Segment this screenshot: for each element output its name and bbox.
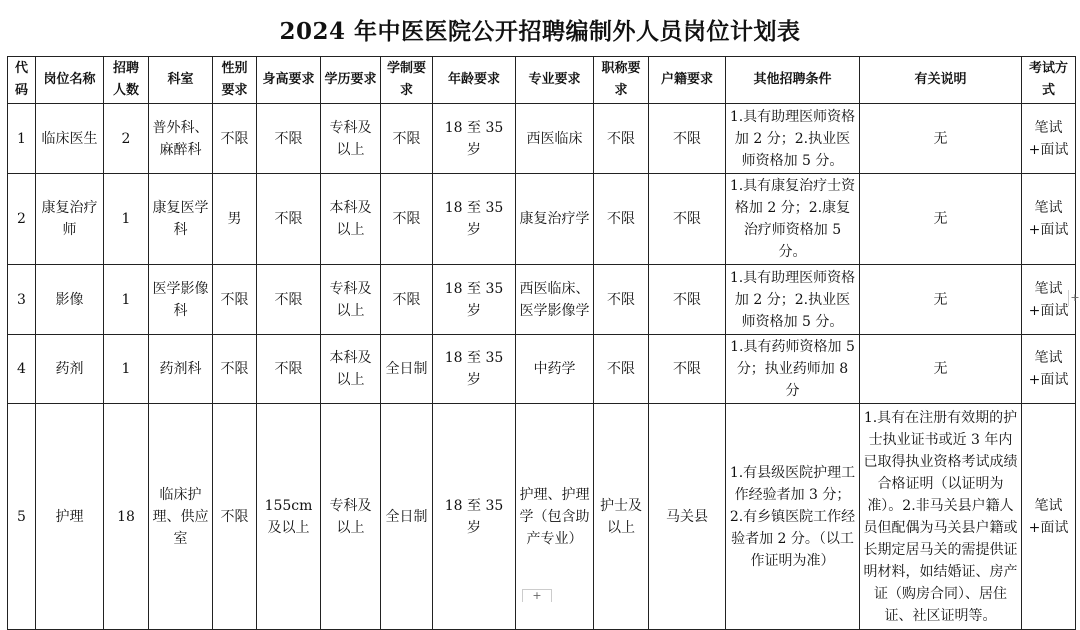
cell-title: 护士及以上 xyxy=(594,404,649,630)
cell-title: 不限 xyxy=(594,174,649,265)
cell-age: 18 至 35 岁 xyxy=(433,104,516,174)
cell-count: 1 xyxy=(104,174,149,265)
table-row xyxy=(8,104,1076,174)
cell-post: 临床医生 xyxy=(36,104,104,174)
cell-edu: 本科及以上 xyxy=(321,335,381,404)
cell-system: 全日制 xyxy=(381,404,433,630)
header-height: 身高要求 xyxy=(257,57,321,104)
cell-code: 3 xyxy=(8,265,36,335)
table-row xyxy=(8,265,1076,335)
page-title: 2024 年中医医院公开招聘编制外人员岗位计划表 xyxy=(279,18,801,45)
cell-code: 5 xyxy=(8,404,36,630)
cell-exam: 笔试+面试 xyxy=(1022,265,1076,335)
cell-height: 不限 xyxy=(257,335,321,404)
cell-exam: 笔试+面试 xyxy=(1022,335,1076,404)
header-age: 年龄要求 xyxy=(433,57,516,104)
cell-gender: 不限 xyxy=(213,104,257,174)
header-title: 职称要求 xyxy=(594,57,649,104)
cell-edu: 专科及以上 xyxy=(321,265,381,335)
cell-dept: 临床护理、供应室 xyxy=(149,404,213,630)
cell-count: 18 xyxy=(104,404,149,630)
cell-count: 1 xyxy=(104,335,149,404)
cell-major: 护理、护理学（包含助产专业） xyxy=(516,404,594,630)
cell-system: 不限 xyxy=(381,104,433,174)
cell-exam: 笔试+面试 xyxy=(1022,174,1076,265)
cell-system: 不限 xyxy=(381,265,433,335)
table-header-row xyxy=(8,57,1076,104)
cell-age: 18 至 35 岁 xyxy=(433,174,516,265)
table-row xyxy=(8,335,1076,404)
add-column-handle[interactable]: + xyxy=(1068,290,1080,306)
header-edu: 学历要求 xyxy=(321,57,381,104)
cell-code: 4 xyxy=(8,335,36,404)
cell-dept: 医学影像科 xyxy=(149,265,213,335)
cell-system: 不限 xyxy=(381,174,433,265)
header-gender: 性别要求 xyxy=(213,57,257,104)
header-other: 其他招聘条件 xyxy=(726,57,860,104)
cell-dept: 普外科、麻醉科 xyxy=(149,104,213,174)
cell-post: 护理 xyxy=(36,404,104,630)
cell-height: 不限 xyxy=(257,265,321,335)
cell-major: 康复治疗学 xyxy=(516,174,594,265)
cell-edu: 专科及以上 xyxy=(321,404,381,630)
header-dept: 科室 xyxy=(149,57,213,104)
cell-hukou: 马关县 xyxy=(649,404,726,630)
header-hukou: 户籍要求 xyxy=(649,57,726,104)
cell-hukou: 不限 xyxy=(649,104,726,174)
table-row xyxy=(8,174,1076,265)
header-system: 学制要求 xyxy=(381,57,433,104)
cell-edu: 专科及以上 xyxy=(321,104,381,174)
cell-age: 18 至 35 岁 xyxy=(433,335,516,404)
cell-title: 不限 xyxy=(594,104,649,174)
cell-hukou: 不限 xyxy=(649,265,726,335)
cell-dept: 康复医学科 xyxy=(149,174,213,265)
cell-gender: 不限 xyxy=(213,335,257,404)
header-code: 代码 xyxy=(8,57,36,104)
cell-hukou: 不限 xyxy=(649,174,726,265)
add-row-handle[interactable]: + xyxy=(522,589,552,602)
cell-height: 不限 xyxy=(257,174,321,265)
cell-count: 1 xyxy=(104,265,149,335)
cell-gender: 不限 xyxy=(213,265,257,335)
cell-major: 西医临床、医学影像学 xyxy=(516,265,594,335)
cell-other: 1.有县级医院护理工作经验者加 3 分；2.有乡镇医院工作经验者加 2 分。（以工作证明为准） xyxy=(726,404,860,630)
cell-hukou: 不限 xyxy=(649,335,726,404)
cell-height: 155cm 及以上 xyxy=(257,404,321,630)
cell-major: 中药学 xyxy=(516,335,594,404)
cell-post: 康复治疗师 xyxy=(36,174,104,265)
cell-exam: 笔试+面试 xyxy=(1022,104,1076,174)
cell-other: 1.具有助理医师资格加 2 分；2.执业医师资格加 5 分。 xyxy=(726,104,860,174)
cell-dept: 药剂科 xyxy=(149,335,213,404)
cell-other: 1.具有药师资格加 5 分；执业药师加 8 分 xyxy=(726,335,860,404)
cell-age: 18 至 35 岁 xyxy=(433,265,516,335)
cell-notes: 无 xyxy=(860,104,1022,174)
cell-code: 1 xyxy=(8,104,36,174)
cell-notes: 无 xyxy=(860,265,1022,335)
header-post: 岗位名称 xyxy=(36,57,104,104)
cell-edu: 本科及以上 xyxy=(321,174,381,265)
cell-notes: 1.具有在注册有效期的护士执业证书或近 3 年内已取得执业资格考试成绩合格证明（以证明为准）。2.非马关县户籍人员但配偶为马关县户籍或长期定居马关的需提供证明材料，如结婚证、房产证（购房合同）、居住证、社区证明等。 xyxy=(860,404,1022,630)
cell-other: 1.具有助理医师资格加 2 分；2.执业医师资格加 5 分。 xyxy=(726,265,860,335)
cell-code: 2 xyxy=(8,174,36,265)
header-count: 招聘人数 xyxy=(104,57,149,104)
cell-title: 不限 xyxy=(594,265,649,335)
cell-notes: 无 xyxy=(860,174,1022,265)
cell-post: 影像 xyxy=(36,265,104,335)
cell-other: 1.具有康复治疗士资格加 2 分；2.康复治疗师资格加 5 分。 xyxy=(726,174,860,265)
recruitment-plan-table xyxy=(7,56,1076,630)
cell-age: 18 至 35 岁 xyxy=(433,404,516,630)
cell-gender: 不限 xyxy=(213,404,257,630)
cell-gender: 男 xyxy=(213,174,257,265)
cell-count: 2 xyxy=(104,104,149,174)
header-exam: 考试方式 xyxy=(1022,57,1076,104)
cell-post: 药剂 xyxy=(36,335,104,404)
header-major: 专业要求 xyxy=(516,57,594,104)
cell-title: 不限 xyxy=(594,335,649,404)
cell-height: 不限 xyxy=(257,104,321,174)
cell-exam: 笔试+面试 xyxy=(1022,404,1076,630)
header-notes: 有关说明 xyxy=(860,57,1022,104)
cell-system: 全日制 xyxy=(381,335,433,404)
cell-notes: 无 xyxy=(860,335,1022,404)
cell-major: 西医临床 xyxy=(516,104,594,174)
